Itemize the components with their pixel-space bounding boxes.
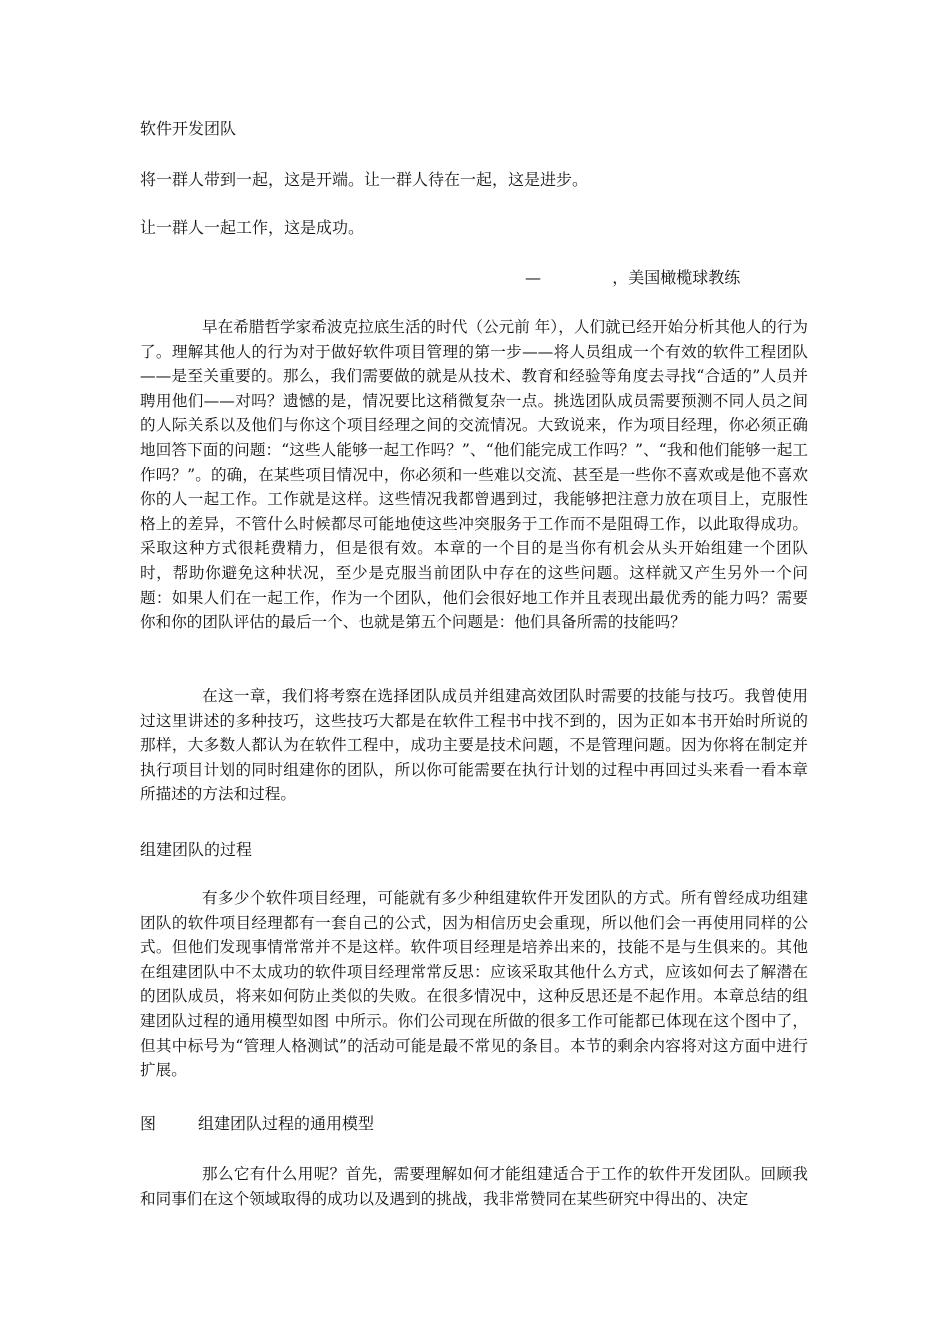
- paragraph-1: 早在希腊哲学家希波克拉底生活的时代（公元前 年），人们就已经开始分析其他人的行为了。理解其他人的行为对于做好软件项目管理的第一步——将人员组成一个有效的软件工程团队——是至关重要的。那么，我们需要做的就是从技术、教育和经验等角度去寻找“合适的”人员并聘用他们——对吗？遗憾的是，情况要比这稍微复杂一点。挑选团队成员需要预测不同人员之间的人际关系以及他们与你这个项目经理之间的交流情况。大致说来，作为项目经理，你必须正确地回答下面的问题：“这些人能够一起工作吗？”、“他们能完成工作吗？”、“我和他们能够一起工作吗？”。的确，在某些项目情况中，你必须和一些难以交流、甚至是一些你不喜欢或是他不喜欢你的人一起工作。工作就是这样。这些情况我都曾遇到过，我能够把注意力放在项目上，克服性格上的差异，不管什么时候都尽可能地使这些冲突服务于工作而不是阻碍工作，以此取得成功。采取这种方式很耗费精力，但是很有效。本章的一个目的是当你有机会从头开始组建一个团队时，帮助你避免这种状况，至少是克服当前团队中存在的这些问题。这样就又产生另外一个问题：如果人们在一起工作，作为一个团队，他们会很好地工作并且表现出最优秀的能力吗？需要你和你的团队评估的最后一个、也就是第五个问题是：他们具备所需的技能吗？: [140, 318, 808, 632]
- section-heading: 组建团队的过程: [140, 840, 253, 859]
- figure-caption-text: 组建团队过程的通用模型: [198, 1114, 375, 1133]
- paragraph-2: 在这一章，我们将考察在选择团队成员并组建高效团队时需要的技能与技巧。我曾使用过这里讲述的多种技巧，这些技巧大都是在软件工程书中找不到的，因为正如本书开始时所说的那样，大多数人都认为在软件工程中，成功主要是技术问题，不是管理问题。因为你将在制定并执行项目计划的同时组建你的团队，所以你可能需要在执行计划的过程中再回过头来看一看本章所描述的方法和过程。: [140, 687, 808, 804]
- quote-line-2: 让一群人一起工作，这是成功。: [140, 218, 365, 237]
- quote-attribution: — ，美国橄榄球教练: [525, 268, 741, 287]
- paragraph-3: 有多少个软件项目经理，可能就有多少种组建软件开发团队的方式。所有曾经成功组建团队的软件项目经理都有一套自己的公式，因为相信历史会重现，所以他们会一再使用同样的公式。但他们发现事情常常并不是这样。软件项目经理是培养出来的，技能不是与生俱来的。其他在组建团队中不太成功的软件项目经理常常反思：应该采取其他什么方式，应该如何去了解潜在的团队成员，将来如何防止类似的失败。在很多情况中，这种反思还是不起作用。本章总结的组建团队过程的通用模型如图 中所示。你们公司现在所做的很多工作可能都已体现在这个图中了，但其中标号为“管理人格测试”的活动可能是最不常见的条目。本节的剩余内容将对这方面中进行扩展。: [140, 889, 808, 1080]
- quote-line-1: 将一群人带到一起，这是开端。让一群人待在一起，这是进步。: [140, 170, 589, 189]
- figure-label: 图: [140, 1114, 157, 1133]
- figure-caption: [140, 1114, 374, 1134]
- document-title: 软件开发团队: [140, 119, 237, 138]
- paragraph-4: 那么它有什么用呢？首先，需要理解如何才能组建适合于工作的软件开发团队。回顾我和同事们在这个领域取得的成功以及遇到的挑战，我非常赞同在某些研究中得出的、决定: [140, 1165, 808, 1208]
